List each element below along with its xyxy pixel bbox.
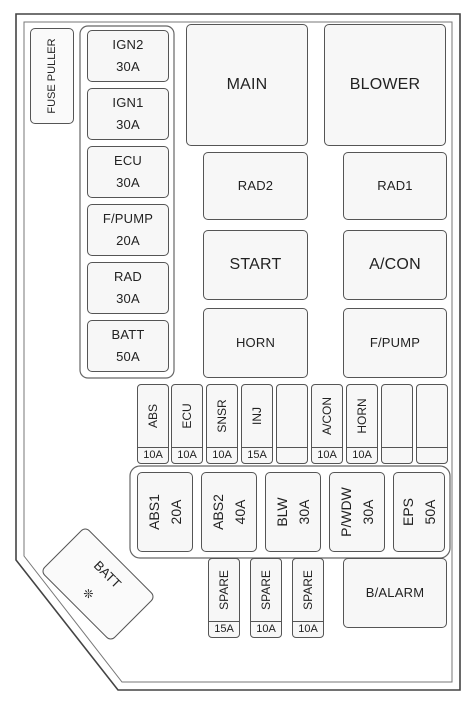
relay-label: HORN bbox=[235, 335, 276, 350]
fuse-name: P/WDW bbox=[338, 487, 354, 537]
fuse-name: BATT bbox=[111, 327, 145, 342]
relay-horn bbox=[203, 308, 308, 378]
fuse-amps: 50A bbox=[116, 349, 140, 364]
fuse-name: IGN2 bbox=[112, 37, 144, 52]
mini-fuse-empty bbox=[276, 384, 308, 464]
relay-start bbox=[203, 230, 308, 300]
fuse-amps: 10A bbox=[172, 447, 202, 463]
mini-fuse-ecu bbox=[171, 384, 203, 464]
fuse-name: IGN1 bbox=[112, 95, 144, 110]
fuse-name: F/PUMP bbox=[102, 211, 154, 226]
fuse-amps: 15A bbox=[209, 621, 239, 637]
relay-balarm bbox=[343, 558, 447, 628]
fuse-name: SPARE bbox=[259, 570, 273, 610]
fuse-name: INJ bbox=[250, 407, 264, 425]
fuse-amps: 30A bbox=[116, 117, 140, 132]
fuse-amps: 20A bbox=[116, 233, 140, 248]
fuse-amps: 50A bbox=[422, 499, 438, 525]
fuse-batt bbox=[87, 320, 169, 372]
fuse-name: EPS bbox=[400, 497, 416, 527]
fuse-amps: 30A bbox=[360, 499, 376, 525]
mini-fuse-horn bbox=[346, 384, 378, 464]
fuse-name: ABS1 bbox=[146, 494, 162, 530]
spare-fuse-15a bbox=[208, 558, 240, 638]
fuse-amps: 10A bbox=[312, 447, 342, 463]
fuse-name: SPARE bbox=[301, 570, 315, 610]
fuse-amps: 30A bbox=[116, 59, 140, 74]
fuse-amps: 40A bbox=[232, 499, 248, 525]
fuse-name: SPARE bbox=[217, 570, 231, 610]
fuse-rad bbox=[87, 262, 169, 314]
fuse-ign2 bbox=[87, 30, 169, 82]
mini-fuse-empty bbox=[416, 384, 448, 464]
fuse-fpump bbox=[87, 204, 169, 256]
fuse-name: RAD bbox=[113, 269, 143, 284]
fuse-name: ECU bbox=[113, 153, 143, 168]
cartridge-fuse-pwdw bbox=[329, 472, 385, 552]
relay-fpump bbox=[343, 308, 447, 378]
fuse-amps: 10A bbox=[293, 621, 323, 637]
fuse-name: BLW bbox=[274, 497, 290, 527]
relay-rad1 bbox=[343, 152, 447, 220]
mini-fuse-abs bbox=[137, 384, 169, 464]
relay-label: START bbox=[229, 256, 282, 273]
cartridge-fuse-eps bbox=[393, 472, 445, 552]
fuse-puller bbox=[30, 28, 74, 124]
relay-main bbox=[186, 24, 308, 146]
fuse-name: ABS2 bbox=[210, 494, 226, 530]
fuse-ign1 bbox=[87, 88, 169, 140]
relay-label: B/ALARM bbox=[365, 585, 425, 600]
relay-label: MAIN bbox=[226, 76, 268, 93]
relay-label: BLOWER bbox=[349, 76, 421, 93]
fuse-name: HORN bbox=[355, 398, 369, 434]
cartridge-fuse-abs2 bbox=[201, 472, 257, 552]
relay-rad2 bbox=[203, 152, 308, 220]
relay-label: RAD1 bbox=[377, 178, 413, 193]
fuse-amps: 15A bbox=[242, 447, 272, 463]
fuse-name: ECU bbox=[180, 403, 194, 429]
fuse-amps: 20A bbox=[168, 499, 184, 525]
relay-acon bbox=[343, 230, 447, 300]
fuse-ecu bbox=[87, 146, 169, 198]
mini-fuse-snsr bbox=[206, 384, 238, 464]
relay-label: F/PUMP bbox=[369, 335, 421, 350]
fuse-amps: 30A bbox=[116, 175, 140, 190]
fuse-name: A/CON bbox=[320, 396, 334, 436]
fuse-amps: 30A bbox=[296, 499, 312, 525]
fuse-amps: 10A bbox=[347, 447, 377, 463]
fuse-amps: 10A bbox=[251, 621, 281, 637]
mini-fuse-empty bbox=[381, 384, 413, 464]
battery-label: BATT bbox=[90, 557, 125, 592]
cartridge-fuse-abs1 bbox=[137, 472, 193, 552]
fuse-amps: 10A bbox=[138, 447, 168, 463]
mini-fuse-acon bbox=[311, 384, 343, 464]
relay-blower bbox=[324, 24, 446, 146]
cartridge-fuse-blw bbox=[265, 472, 321, 552]
fuse-name: SNSR bbox=[215, 399, 229, 433]
spare-fuse-10a bbox=[250, 558, 282, 638]
fuse-amps bbox=[382, 447, 412, 463]
spare-fuse-10a bbox=[292, 558, 324, 638]
fuse-amps: 30A bbox=[116, 291, 140, 306]
battery-symbol-icon: ❊ bbox=[79, 585, 97, 603]
mini-fuse-inj bbox=[241, 384, 273, 464]
fuse-amps: 10A bbox=[207, 447, 237, 463]
fuse-amps bbox=[277, 447, 307, 463]
relay-label: A/CON bbox=[369, 256, 421, 273]
fuse-amps bbox=[417, 447, 447, 463]
fuse-name: ABS bbox=[146, 403, 160, 429]
relay-label: RAD2 bbox=[237, 178, 274, 193]
fuse-puller-label: FUSE PULLER bbox=[46, 38, 58, 114]
